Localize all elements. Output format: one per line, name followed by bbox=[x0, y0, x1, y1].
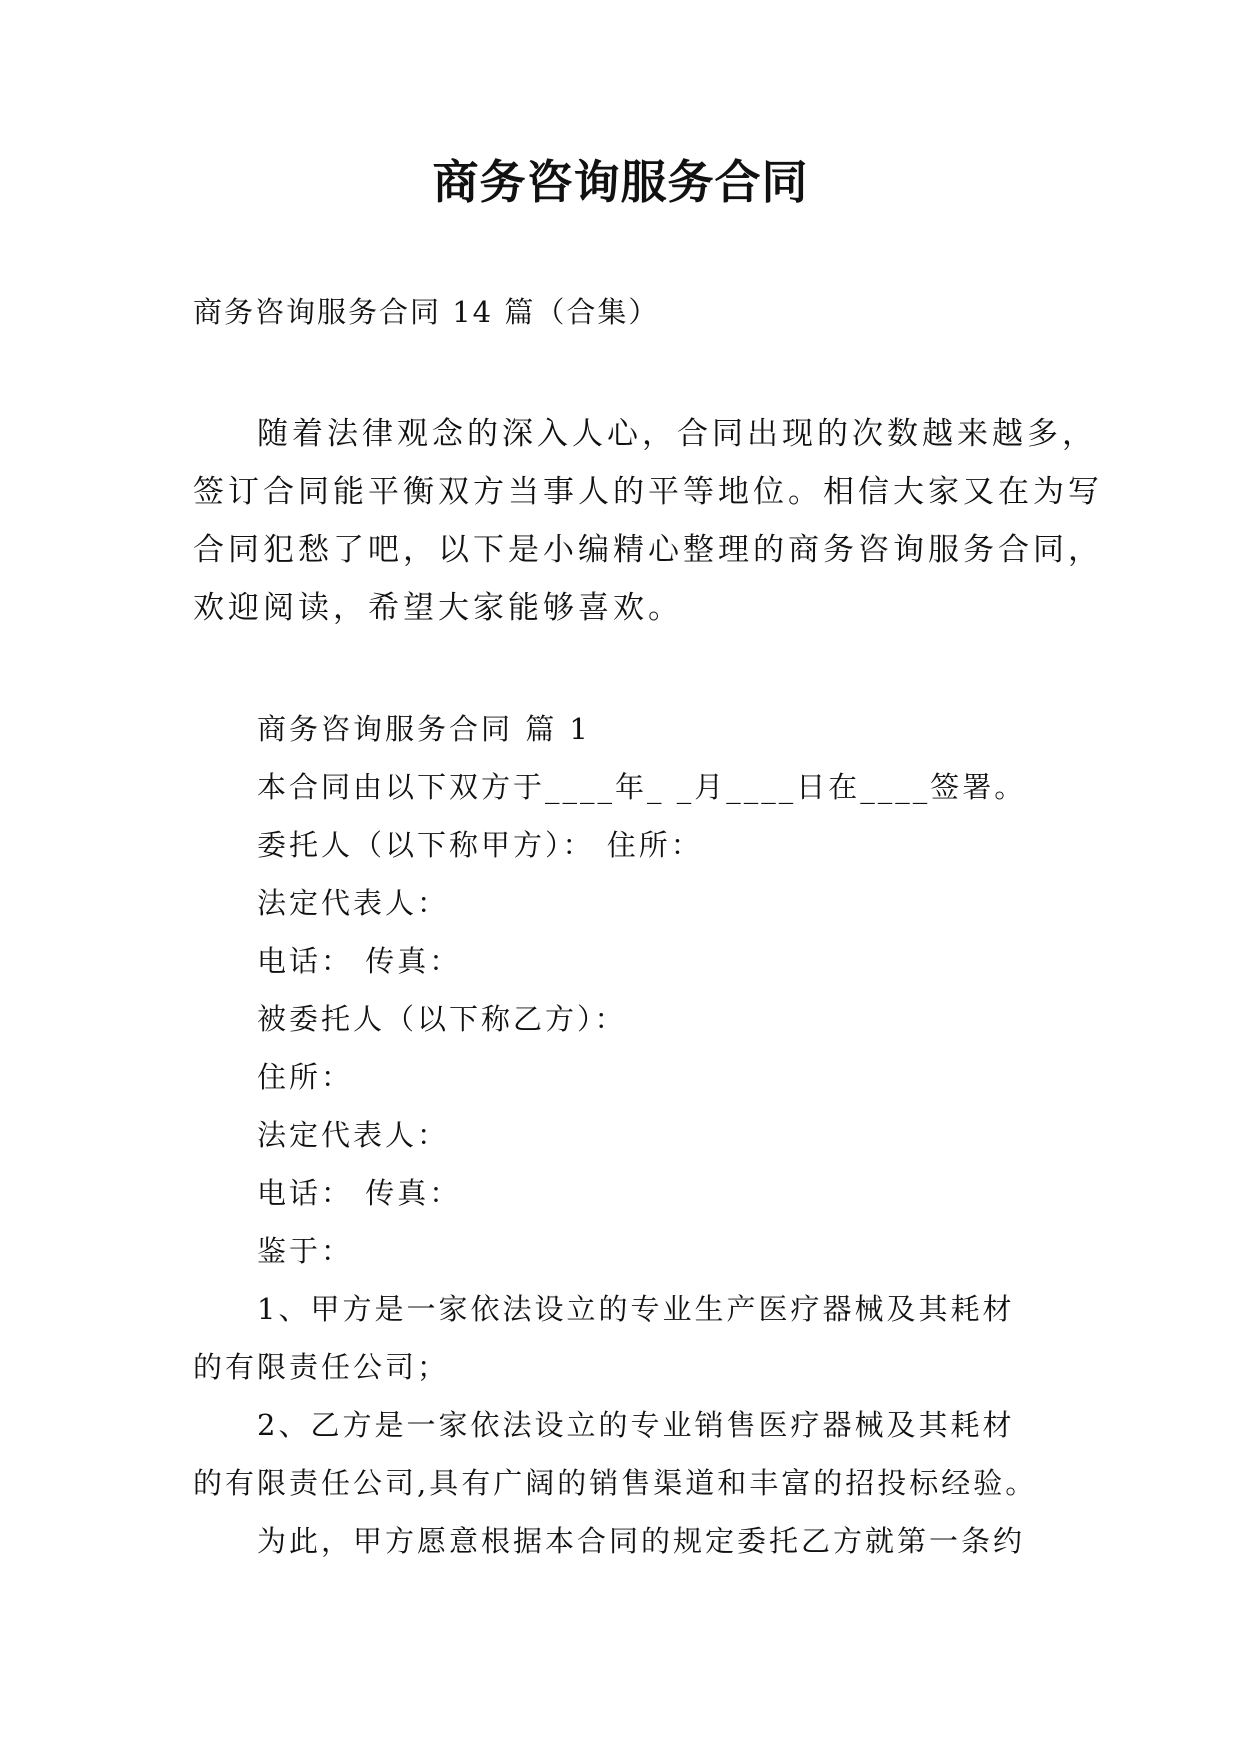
party-b-line: 被委托人（以下称乙方）： bbox=[257, 1002, 627, 1036]
intro-line: 欢迎阅读，希望大家能够喜欢。 bbox=[193, 590, 683, 626]
clause-line: 2、乙方是一家依法设立的专业销售医疗器械及其耗材 bbox=[257, 1408, 1015, 1442]
party-b-address: 住所： bbox=[257, 1060, 354, 1094]
party-b-representative: 法定代表人： bbox=[257, 1118, 450, 1152]
clause-line: 的有限责任公司,具有广阔的销售渠道和丰富的招投标经验。 bbox=[193, 1466, 1038, 1500]
party-b-contact: 电话： 传真： bbox=[257, 1176, 462, 1210]
document-title: 商务咨询服务合同 bbox=[432, 155, 809, 209]
intro-line: 合同犯愁了吧，以下是小编精心整理的商务咨询服务合同， bbox=[193, 532, 1103, 568]
document-subtitle: 商务咨询服务合同 14 篇（合集） bbox=[193, 295, 660, 329]
intro-paragraph bbox=[193, 405, 1103, 637]
clause-line: 的有限责任公司； bbox=[193, 1350, 450, 1384]
clause-line: 为此，甲方愿意根据本合同的规定委托乙方就第一条约 bbox=[257, 1524, 1026, 1558]
signing-statement: 本合同由以下双方于____年_ _月____日在____签署。 bbox=[257, 770, 1027, 804]
contract-body bbox=[193, 700, 1063, 1570]
clause-line: 1、甲方是一家依法设立的专业生产医疗器械及其耗材 bbox=[257, 1292, 1015, 1326]
intro-line: 签订合同能平衡双方当事人的平等地位。相信大家又在为写 bbox=[193, 474, 1103, 510]
intro-line: 随着法律观念的深入人心，合同出现的次数越来越多， bbox=[257, 416, 1097, 452]
section-heading: 商务咨询服务合同 篇 1 bbox=[257, 712, 591, 746]
party-a-representative: 法定代表人： bbox=[257, 886, 450, 920]
party-a-line: 委托人（以下称甲方）： 住所： bbox=[257, 828, 703, 862]
party-a-contact: 电话： 传真： bbox=[257, 944, 462, 978]
whereas-heading: 鉴于： bbox=[257, 1234, 354, 1268]
